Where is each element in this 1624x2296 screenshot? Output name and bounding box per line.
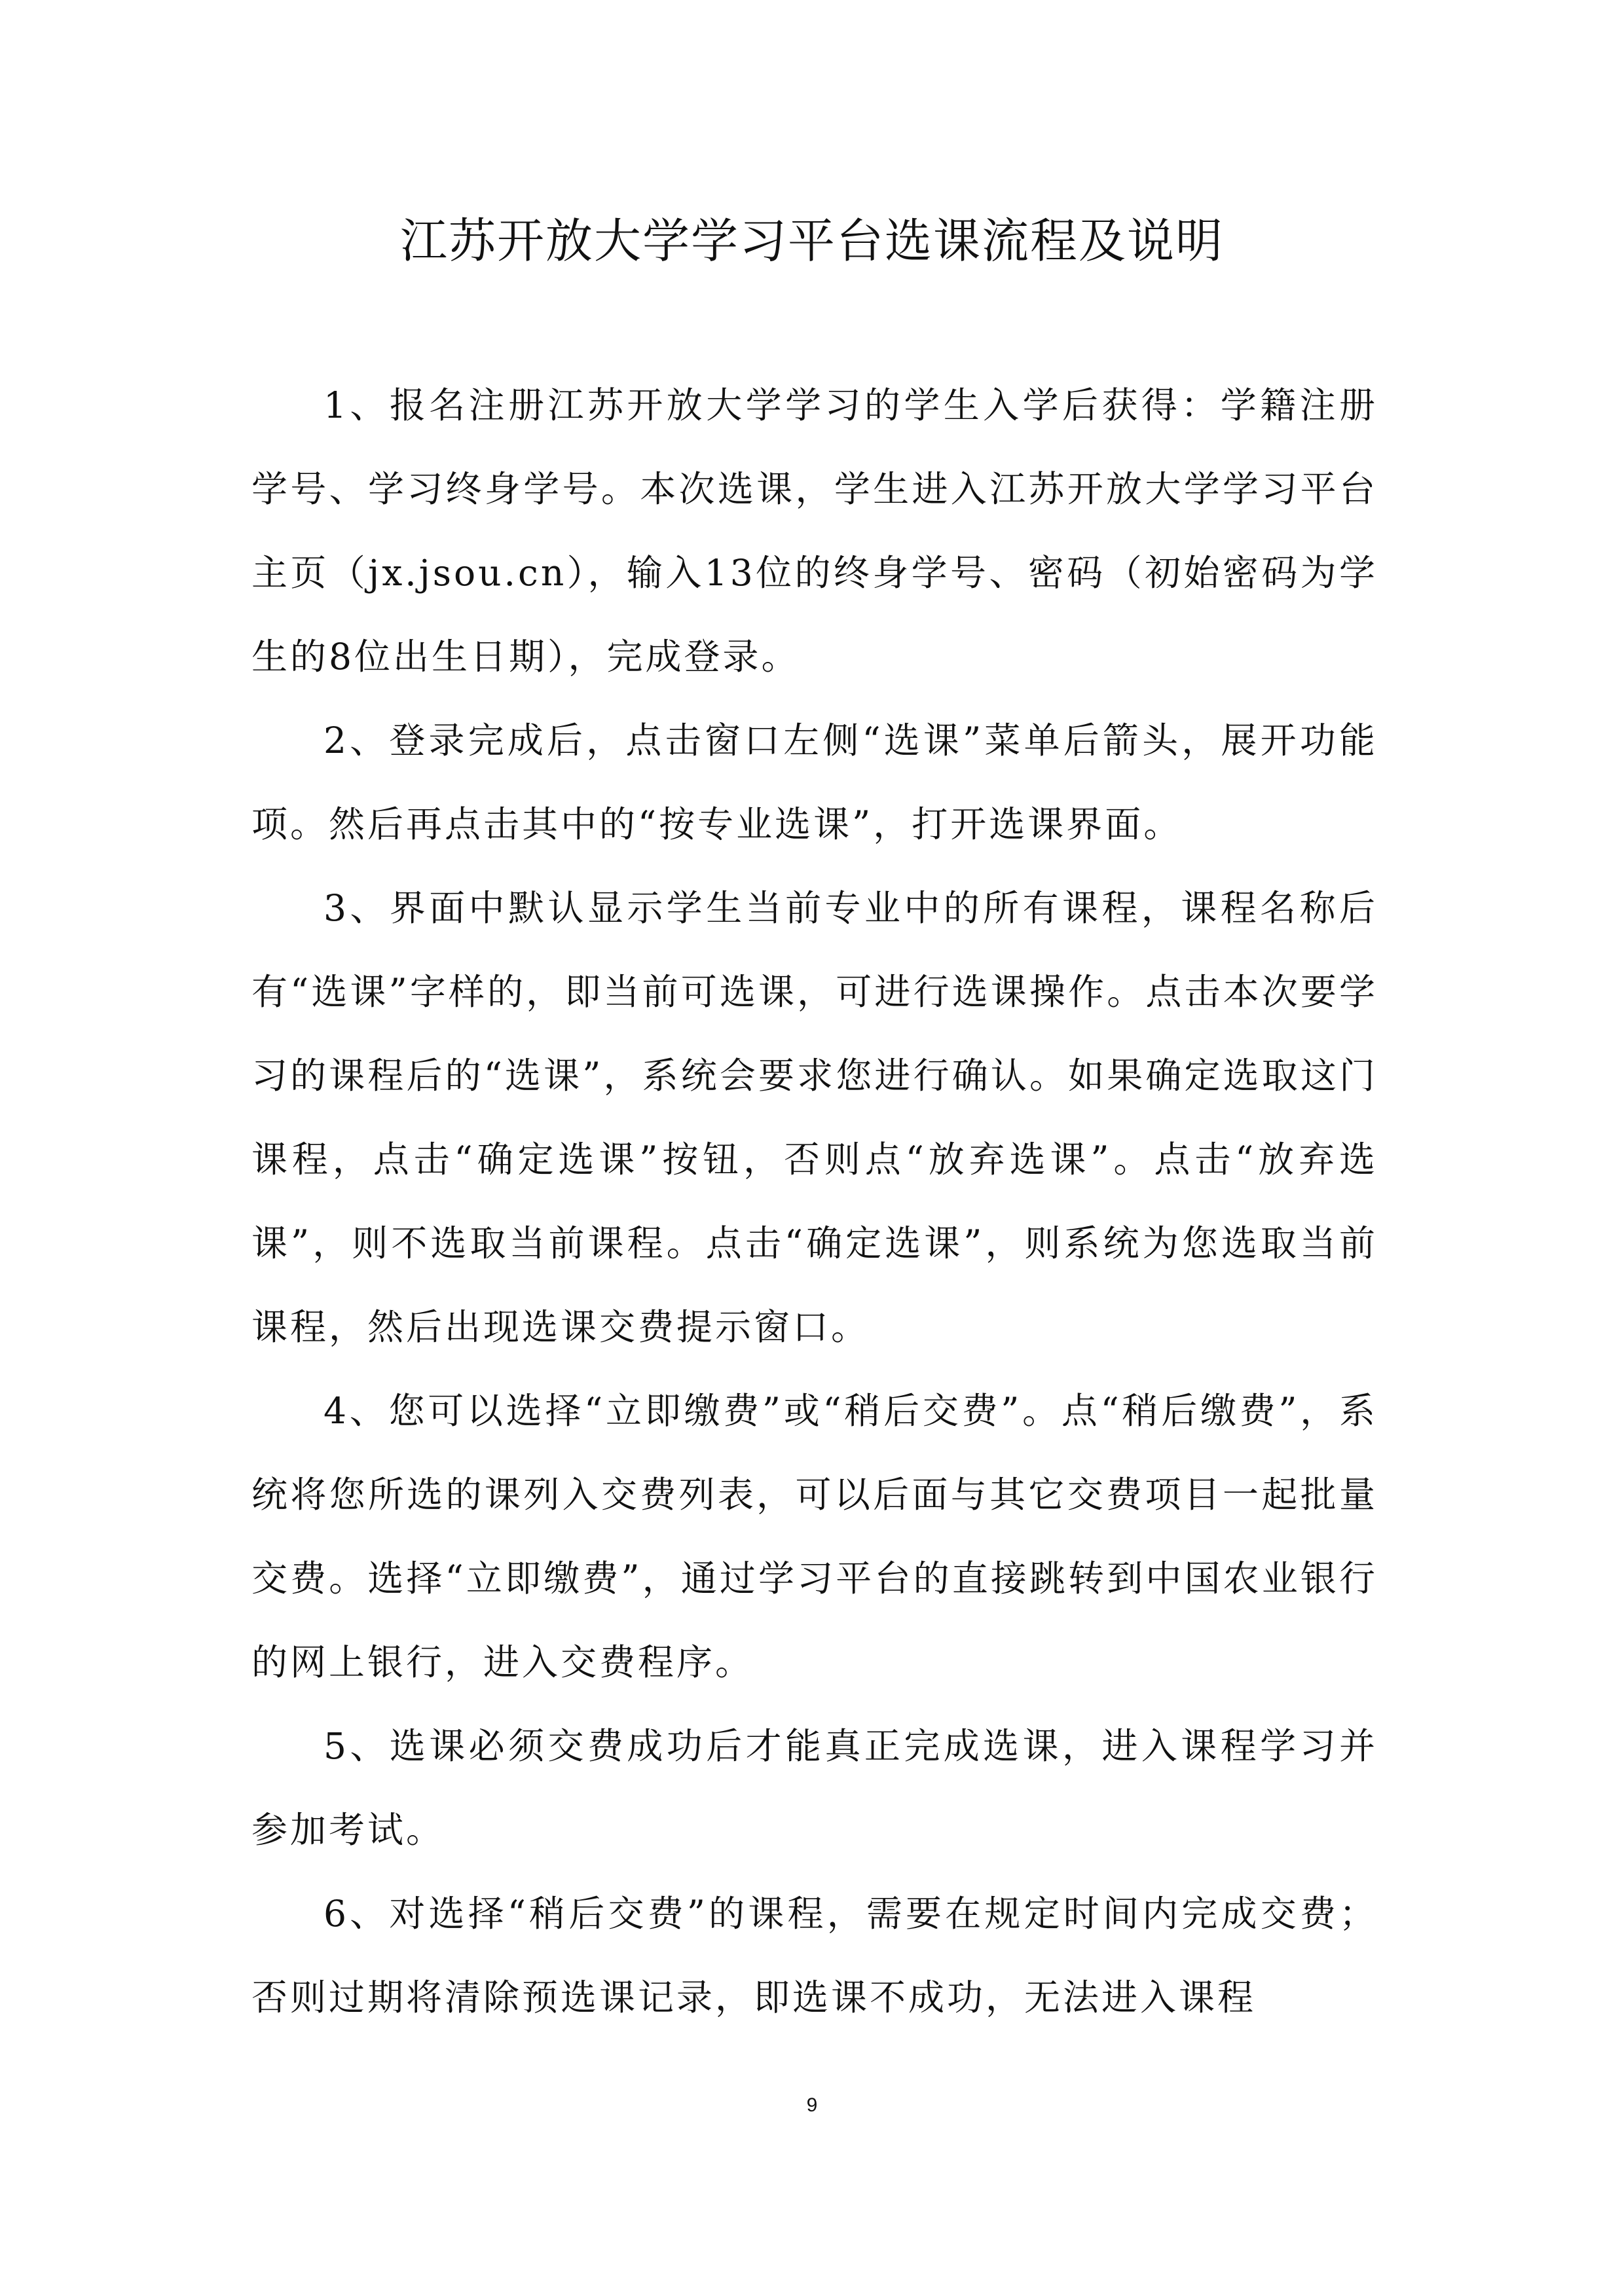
- paragraph-2: 2、登录完成后，点击窗口左侧“选课”菜单后箭头，展开功能项。然后再点击其中的“按专业选课”，打开选课界面。: [251, 720, 1378, 845]
- page-number: 9: [806, 2094, 818, 2116]
- document-title: 江苏开放大学学习平台选课流程及说明: [399, 213, 1224, 268]
- paragraph-5: 5、选课必须交费成功后才能真正完成选课，进入课程学习并参加考试。: [251, 1725, 1378, 1851]
- paragraph-4: 4、您可以选择“立即缴费”或“稍后交费”。点“稍后缴费”，系统将您所选的课列入交费列表，可以后面与其它交费项目一起批量交费。选择“立即缴费”，通过学习平台的直接跳转到中国农业银行的网上银行，进入交费程序。: [251, 1390, 1378, 1683]
- document-body: [251, 363, 1378, 2039]
- paragraph-3: 3、界面中默认显示学生当前专业中的所有课程，课程名称后有“选课”字样的，即当前可选课，可进行选课操作。点击本次要学习的课程后的“选课”，系统会要求您进行确认。如果确定选取这门课程，点击“确定选课”按钮，否则点“放弃选课”。点击“放弃选课”，则不选取当前课程。点击“确定选课”，则系统为您选取当前课程，然后出现选课交费提示窗口。: [251, 887, 1378, 1348]
- paragraph-1: 1、报名注册江苏开放大学学习的学生入学后获得：学籍注册学号、学习终身学号。本次选课，学生进入江苏开放大学学习平台主页（jx.jsou.cn），输入13位的终身学号、密码（初始密码为学生的8位出生日期），完成登录。: [251, 384, 1378, 678]
- paragraph-6: 6、对选择“稍后交费”的课程，需要在规定时间内完成交费；否则过期将清除预选课记录，即选课不成功，无法进入课程: [251, 1893, 1378, 2018]
